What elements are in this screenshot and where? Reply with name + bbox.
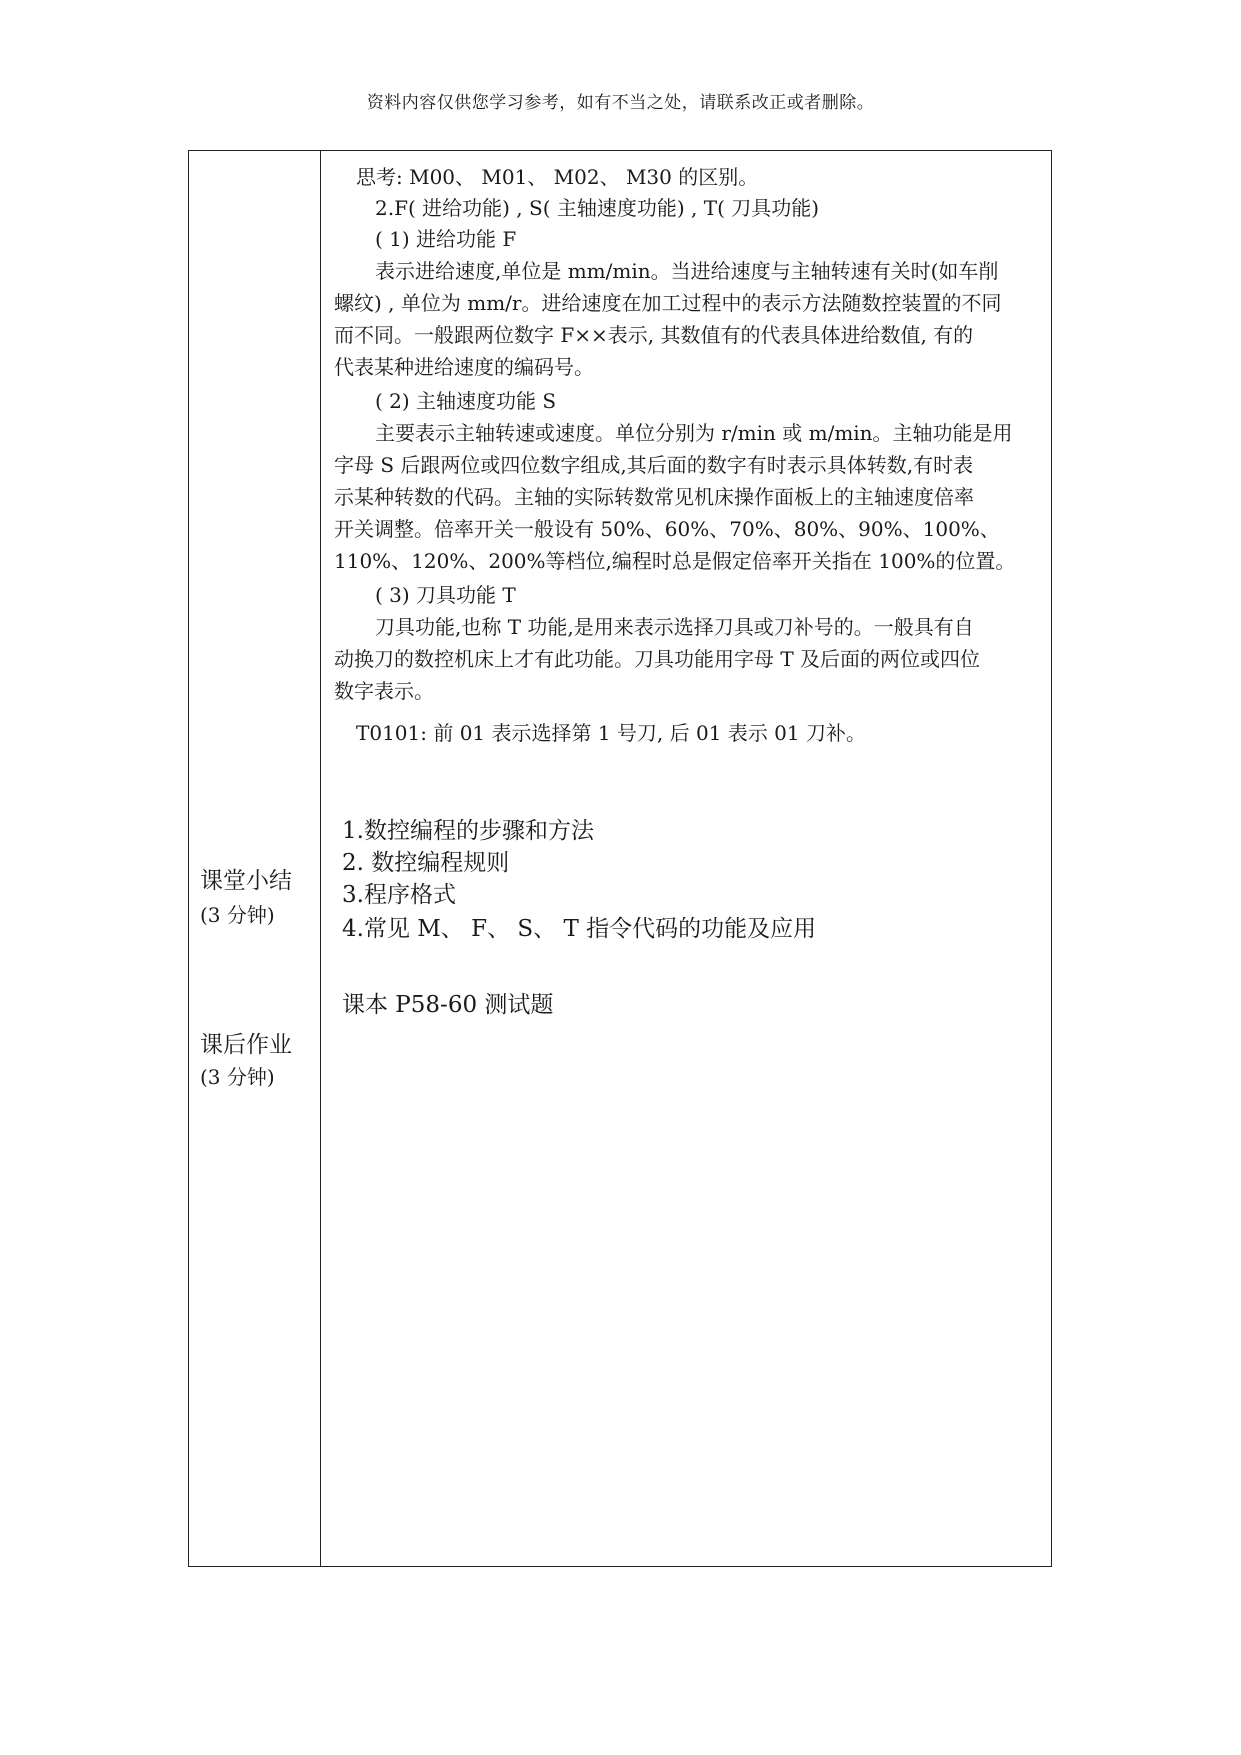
content-line: 示某种转数的代码。主轴的实际转数常见机床操作面板上的主轴速度倍率	[334, 485, 974, 509]
summary-duration: (3 分钟)	[200, 903, 275, 927]
content-line: 开关调整。倍率开关一般设有 50%、60%、70%、80%、90%、100%、	[334, 517, 1000, 541]
content-line: 刀具功能,也称 T 功能,是用来表示选择刀具或刀补号的。一般具有自	[375, 615, 974, 639]
content-line: 2.F( 进给功能) , S( 主轴速度功能) , T( 刀具功能)	[375, 196, 820, 220]
content-line: 动换刀的数控机床上才有此功能。刀具功能用字母 T 及后面的两位或四位	[334, 647, 981, 671]
content-line: 螺纹) , 单位为 mm/r。进给速度在加工过程中的表示方法随数控装置的不同	[334, 291, 1002, 315]
content-line: 主要表示主轴转速或速度。单位分别为 r/min 或 m/min。主轴功能是用	[375, 421, 1013, 445]
header-notice: 资料内容仅供您学习参考，如有不当之处，请联系改正或者删除。	[366, 93, 875, 113]
content-line: 表示进给速度,单位是 mm/min。当进给速度与主轴转速有关时(如车削	[375, 259, 999, 283]
content-line: 代表某种进给速度的编码号。	[334, 355, 594, 379]
summary-item: 1.数控编程的步骤和方法	[342, 818, 594, 844]
content-line: ( 3) 刀具功能 T	[375, 583, 516, 607]
homework-duration: (3 分钟)	[200, 1065, 275, 1089]
content-line: 110%、120%、200%等档位,编程时总是假定倍率开关指在 100%的位置。	[334, 549, 1016, 573]
homework-label: 课后作业	[200, 1032, 292, 1058]
summary-item: 3.程序格式	[342, 882, 456, 908]
content-line: ( 1) 进给功能 F	[375, 227, 517, 251]
column-divider	[320, 151, 321, 1566]
homework-text: 课本 P58-60 测试题	[342, 992, 554, 1018]
lesson-table	[188, 150, 1052, 1567]
content-line: 字母 S 后跟两位或四位数字组成,其后面的数字有时表示具体转数,有时表	[334, 453, 974, 477]
content-line: T0101: 前 01 表示选择第 1 号刀, 后 01 表示 01 刀补。	[356, 721, 866, 745]
content-line: ( 2) 主轴速度功能 S	[375, 389, 557, 413]
summary-item: 2. 数控编程规则	[342, 850, 510, 876]
content-line: 而不同。一般跟两位数字 F××表示, 其数值有的代表具体进给数值, 有的	[334, 323, 974, 347]
content-line: 数字表示。	[334, 679, 434, 703]
content-line: 思考: M00、 M01、 M02、 M30 的区别。	[356, 165, 759, 189]
summary-item: 4.常见 M、 F、 S、 T 指令代码的功能及应用	[342, 916, 817, 942]
summary-label: 课堂小结	[200, 868, 292, 894]
